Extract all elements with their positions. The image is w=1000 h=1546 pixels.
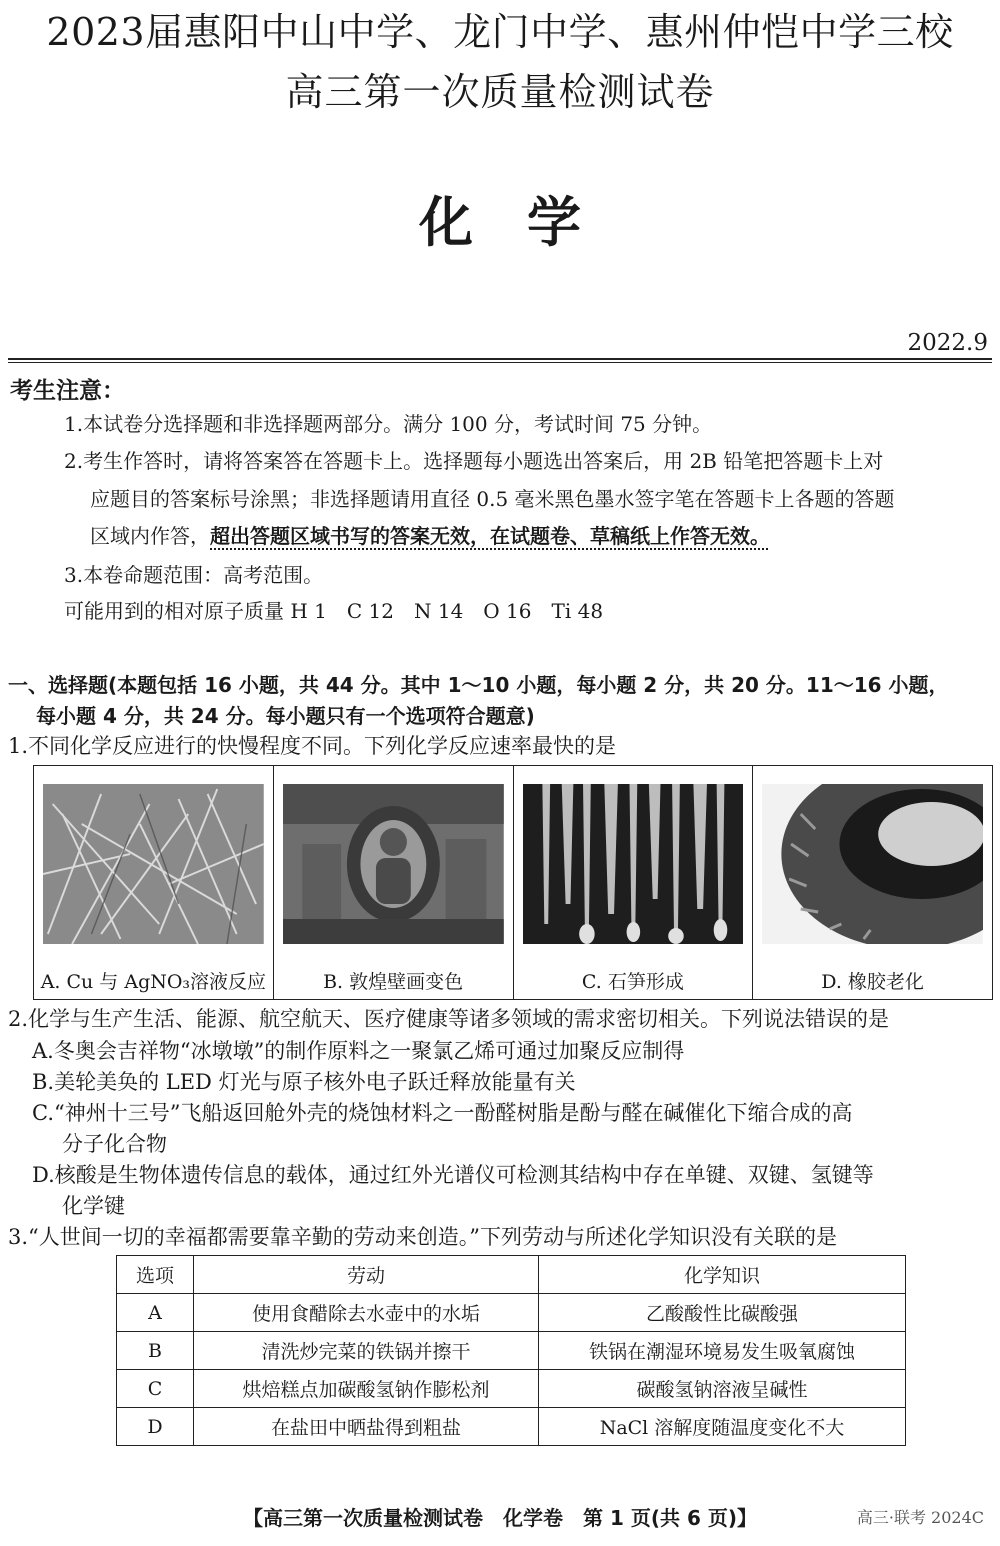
option-caption: A. Cu 与 AgNO₃溶液反应 xyxy=(40,971,267,993)
question-2-option-b: B.美轮美奂的 LED 灯光与原子核外电子跃迁释放能量有关 xyxy=(32,1070,576,1094)
notice-item-2-end xyxy=(90,521,770,551)
question-3-table xyxy=(116,1255,906,1446)
table-cell: B xyxy=(117,1332,194,1370)
table-cell: NaCl 溶解度随温度变化不大 xyxy=(539,1408,906,1446)
table-cell: 乙酸酸性比碳酸强 xyxy=(539,1294,906,1332)
table-row xyxy=(117,1370,906,1408)
question-2-option-d-cont: 化学键 xyxy=(62,1194,125,1218)
table-row xyxy=(117,1408,906,1446)
table-header: 选项 xyxy=(117,1256,194,1294)
option-caption: D. 橡胶老化 xyxy=(821,971,924,993)
stalagmite-photo xyxy=(523,784,744,944)
question-3-stem: 3.“人世间一切的幸福都需要靠辛勤的劳动来创造。”下列劳动与所述化学知识没有关联的是 xyxy=(8,1225,838,1249)
section-heading: 一、选择题(本题包括 16 小题，共 44 分。其中 1～10 小题，每小题 2 分，共 20 分。11～16 小题， xyxy=(8,673,949,697)
table-cell: A xyxy=(117,1294,194,1332)
question-1-option-b xyxy=(274,766,514,999)
question-2-option-c-cont: 分子化合物 xyxy=(62,1132,167,1156)
question-2-option-a: A.冬奥会吉祥物“冰墩墩”的制作原料之一聚氯乙烯可通过加聚反应制得 xyxy=(32,1039,685,1063)
question-1-option-c xyxy=(514,766,754,999)
question-2-option-c: C.“神州十三号”飞船返回舱外壳的烧蚀材料之一酚醛树脂是酚与醛在碱催化下缩合成的高 xyxy=(32,1101,853,1125)
atomic-masses: 可能用到的相对原子质量 H 1 C 12 N 14 O 16 Ti 48 xyxy=(64,599,604,623)
page-footer: 【高三第一次质量检测试卷 化学卷 第 1 页(共 6 页)】 xyxy=(243,1506,757,1530)
table-cell: D xyxy=(117,1408,194,1446)
exam-title-line1: 2023届惠阳中山中学、龙门中学、惠州仲恺中学三校 xyxy=(46,10,954,54)
table-cell: 在盐田中晒盐得到粗盐 xyxy=(194,1408,539,1446)
notice-item-2-cont: 应题目的答案标号涂黑；非选择题请用直径 0.5 毫米黑色墨水签字笔在答题卡上各题的答题 xyxy=(90,487,895,511)
question-1-stem: 1.不同化学反应进行的快慢程度不同。下列化学反应速率最快的是 xyxy=(8,734,617,758)
option-caption: C. 石笋形成 xyxy=(581,971,684,993)
table-header: 化学知识 xyxy=(539,1256,906,1294)
mural-photo xyxy=(283,784,504,944)
question-1-option-d xyxy=(753,766,992,999)
crystal-photo xyxy=(43,784,264,944)
table-row xyxy=(117,1294,906,1332)
section-heading-cont: 每小题 4 分，共 24 分。每小题只有一个选项符合题意) xyxy=(36,704,535,728)
question-1-option-images xyxy=(33,765,993,1000)
table-header-row xyxy=(117,1256,906,1294)
question-2-stem: 2.化学与生产生活、能源、航空航天、医疗健康等诸多领域的需求密切相关。下列说法错误的是 xyxy=(8,1007,890,1031)
tire-photo xyxy=(762,784,983,944)
notice-title: 考生注意： xyxy=(10,378,125,404)
notice-item-1: 1.本试卷分选择题和非选择题两部分。满分 100 分，考试时间 75 分钟。 xyxy=(64,412,713,436)
divider xyxy=(8,358,992,360)
table-row xyxy=(117,1332,906,1370)
table-cell: 使用食醋除去水壶中的水垢 xyxy=(194,1294,539,1332)
table-cell: 清洗炒完菜的铁锅并擦干 xyxy=(194,1332,539,1370)
question-2-option-d: D.核酸是生物体遗传信息的载体，通过红外光谱仪可检测其结构中存在单键、双键、氢键等 xyxy=(32,1163,874,1187)
footer-code: 高三·联考 2024C xyxy=(856,1508,984,1527)
exam-date: 2022.9 xyxy=(907,330,988,356)
notice-item-3: 3.本卷命题范围：高考范围。 xyxy=(64,563,324,587)
exam-title-line2: 高三第一次质量检测试卷 xyxy=(285,70,715,114)
notice-item-2: 2.考生作答时，请将答案答在答题卡上。选择题每小题选出答案后，用 2B 铅笔把答题卡上对 xyxy=(64,449,884,473)
table-cell: 铁锅在潮湿环境易发生吸氧腐蚀 xyxy=(539,1332,906,1370)
subject-title: 化学 xyxy=(419,190,635,254)
notice-emphasis: 超出答题区域书写的答案无效，在试题卷、草稿纸上作答无效。 xyxy=(210,524,770,548)
notice-item-2-prefix: 区域内作答， xyxy=(90,524,210,548)
table-cell: 碳酸氢钠溶液呈碱性 xyxy=(539,1370,906,1408)
table-header: 劳动 xyxy=(194,1256,539,1294)
table-cell: 烘焙糕点加碳酸氢钠作膨松剂 xyxy=(194,1370,539,1408)
option-caption: B. 敦煌壁画变色 xyxy=(323,971,464,993)
divider xyxy=(8,362,992,363)
table-cell: C xyxy=(117,1370,194,1408)
question-1-option-a xyxy=(34,766,274,999)
